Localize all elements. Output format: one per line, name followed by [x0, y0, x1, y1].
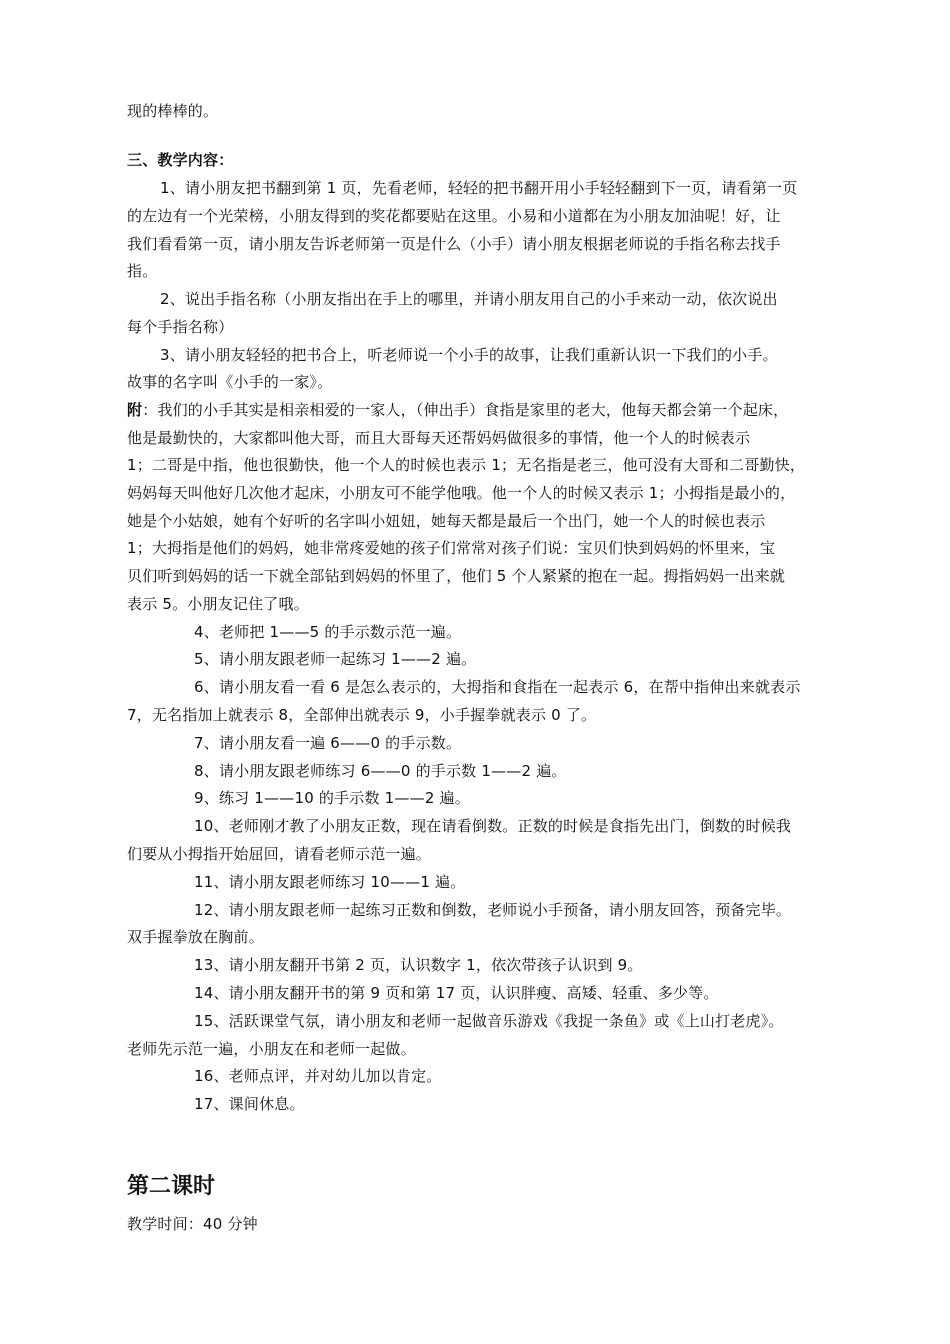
- paragraph-line: 3、请小朋友轻轻的把书合上，听老师说一个小手的故事，让我们重新认识一下我们的小手。: [160, 346, 778, 364]
- intro-tail-text: 现的棒棒的。: [127, 102, 219, 120]
- paragraph-line: 指。: [127, 262, 158, 280]
- appendix-line: 贝们听到妈妈的话一下就全部钻到妈妈的怀里了，他们 5 个人紧紧的抱在一起。拇指妈妈一出来就: [127, 567, 786, 585]
- appendix-line: 妈妈每天叫他好几次他才起床，小朋友可不能学他哦。他一个人的时候又表示 1；小拇指是最小的，: [127, 484, 796, 502]
- appendix-line: 他是最勤快的，大家都叫他大哥，而且大哥每天还帮妈妈做很多的事情，他一个人的时候表示: [127, 429, 751, 447]
- appendix-line: 她是个小姑娘，她有个好听的名字叫小妞妞，她每天都是最后一个出门，她一个人的时候也表示: [127, 512, 766, 530]
- step-line: 老师先示范一遍，小朋友在和老师一起做。: [127, 1040, 416, 1058]
- paragraph-line: 的左边有一个光荣榜，小朋友得到的奖花都要贴在这里。小易和小道都在为小朋友加油呢！好，让: [127, 207, 781, 225]
- step-line: 15、活跃课堂气氛，请小朋友和老师一起做音乐游戏《我捉一条鱼》或《上山打老虎》。: [194, 1012, 784, 1030]
- step-line: 4、老师把 1——5 的手示数示范一遍。: [194, 623, 462, 641]
- step-line: 10、老师刚才教了小朋友正数，现在请看倒数。正数的时候是食指先出门，倒数的时候我: [194, 817, 792, 835]
- appendix-label: 附: [127, 401, 143, 419]
- step-line: 8、请小朋友跟老师练习 6——0 的手示数 1——2 遍。: [194, 762, 567, 780]
- step-line: 12、请小朋友跟老师一起练习正数和倒数，老师说小手预备，请小朋友回答，预备完毕。: [194, 901, 792, 919]
- step-line: 5、请小朋友跟老师一起练习 1——2 遍。: [194, 650, 477, 668]
- step-line: 17、课间休息。: [194, 1095, 305, 1113]
- paragraph-line: 1、请小朋友把书翻到第 1 页，先看老师，轻轻的把书翻开用小手轻轻翻到下一页，请看第一页: [160, 179, 798, 197]
- step-line: 7，无名指加上就表示 8，全部伸出就表示 9，小手握拳就表示 0 了。: [127, 706, 597, 724]
- lesson2-title: 第二课时: [127, 1174, 216, 1199]
- step-line: 9、练习 1——10 的手示数 1——2 遍。: [194, 789, 470, 807]
- paragraph-line: 故事的名字叫《小手的一家》。: [127, 373, 333, 391]
- appendix-line: 1；大拇指是他们的妈妈，她非常疼爱她的孩子们常常对孩子们说：宝贝们快到妈妈的怀里来，宝: [127, 539, 776, 557]
- paragraph-line: 2、说出手指名称（小朋友指出在手上的哪里，并请小朋友用自己的小手来动一动，依次说出: [160, 290, 778, 308]
- lesson2-time: 教学时间：40 分钟: [127, 1215, 258, 1233]
- step-line: 14、请小朋友翻开书的第 9 页和第 17 页，认识胖瘦、高矮、轻重、多少等。: [194, 984, 719, 1002]
- appendix-line: 表示 5。小朋友记住了哦。: [127, 595, 309, 613]
- step-line: 们要从小拇指开始屈回，请看老师示范一遍。: [127, 845, 432, 863]
- step-line: 7、请小朋友看一遍 6——0 的手示数。: [194, 734, 462, 752]
- paragraph-line: 每个手指名称）: [127, 318, 234, 336]
- step-line: 13、请小朋友翻开书第 2 页，认识数字 1，依次带孩子认识到 9。: [194, 956, 643, 974]
- step-line: 16、老师点评，并对幼儿加以肯定。: [194, 1067, 442, 1085]
- section-heading-teaching-content: 三、教学内容：: [127, 151, 234, 169]
- appendix-first-line: [127, 400, 788, 420]
- step-line: 6、请小朋友看一看 6 是怎么表示的，大拇指和食指在一起表示 6，在帮中指伸出来就表示: [194, 678, 801, 696]
- step-line: 11、请小朋友跟老师练习 10——1 遍。: [194, 873, 466, 891]
- step-line: 双手握拳放在胸前。: [127, 928, 264, 946]
- appendix-line: 1；二哥是中指，他也很勤快，他一个人的时候也表示 1；无名指是老三，他可没有大哥和二哥勤快，: [127, 456, 806, 474]
- appendix-text: ：我们的小手其实是相亲相爱的一家人，（伸出手）食指是家里的老大，他每天都会第一个起床，: [142, 401, 789, 419]
- paragraph-line: 我们看看第一页，请小朋友告诉老师第一页是什么（小手）请小朋友根据老师说的手指名称去找手: [127, 235, 781, 253]
